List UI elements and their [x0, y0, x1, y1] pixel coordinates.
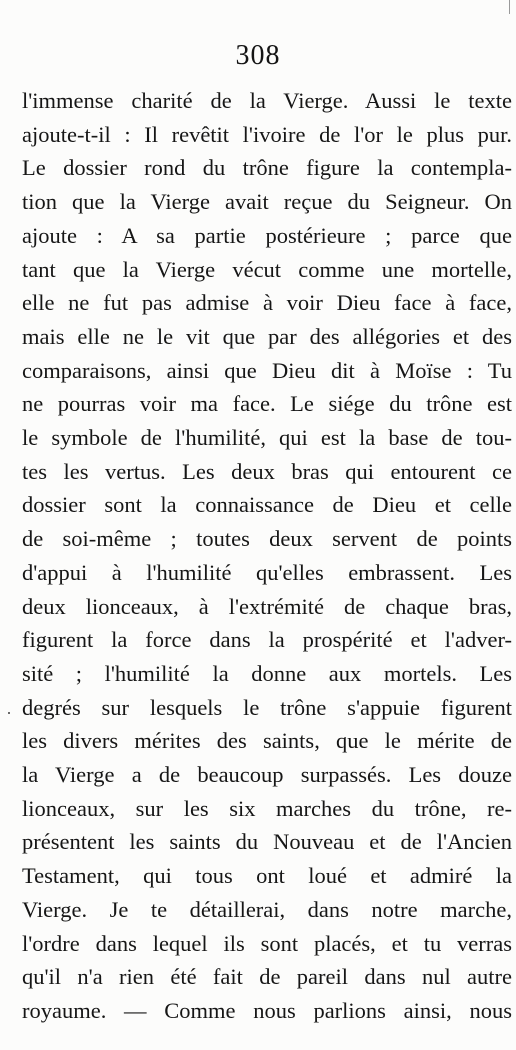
text-line: présentent les saints du Nouveau et de l'Ancien	[22, 829, 512, 855]
text-line: de soi-même ; toutes deux servent de points	[22, 526, 512, 552]
text-line: tion que la Vierge avait reçue du Seigneur. On	[22, 189, 512, 215]
paper-speck	[8, 712, 10, 714]
text-line: elle ne fut pas admise à voir Dieu face à face,	[22, 290, 512, 316]
text-line: la Vierge a de beaucoup surpassés. Les douze	[22, 762, 512, 788]
text-line: l'ordre dans lequel ils sont placés, et tu verras	[22, 930, 512, 956]
text-line: Le dossier rond du trône figure la contempla-	[22, 155, 512, 181]
text-line: degrés sur lesquels le trône s'appuie figurent	[22, 694, 512, 720]
text-line: tes les vertus. Les deux bras qui entourent ce	[22, 458, 512, 484]
text-line: comparaisons, ainsi que Dieu dit à Moïse : Tu	[22, 357, 512, 383]
text-line: Testament, qui tous ont loué et admiré la	[22, 863, 512, 889]
text-line: les divers mérites des saints, que le mérite de	[22, 728, 512, 754]
text-line: l'immense charité de la Vierge. Aussi le texte	[22, 88, 512, 113]
text-line: qu'il n'a rien été fait de pareil dans nul autre	[22, 964, 512, 990]
text-line: mais elle ne le vit que par des allégories et des	[22, 323, 512, 349]
text-line: figurent la force dans la prospérité et l'adver-	[22, 627, 512, 653]
text-line: deux lionceaux, à l'extrémité de chaque bras,	[22, 593, 512, 619]
text-line: ajoute-t-il : Il revêtit l'ivoire de l'or le plus pur.	[22, 121, 512, 147]
text-line: tant que la Vierge vécut comme une mortelle,	[22, 256, 512, 282]
text-line: royaume. — Comme nous parlions ainsi, nous	[22, 997, 512, 1023]
text-line: le symbole de l'humilité, qui est la base de tou-	[22, 425, 512, 451]
text-line: d'appui à l'humilité qu'elles embrassent. Les	[22, 559, 512, 585]
text-line: ne pourras voir ma face. Le siége du trône est	[22, 391, 512, 417]
text-line: dossier sont la connaissance de Dieu et celle	[22, 492, 512, 518]
text-line: Vierge. Je te détaillerai, dans notre marche,	[22, 896, 512, 922]
page-edge-mark	[509, 0, 510, 14]
text-line: ajoute : A sa partie postérieure ; parce que	[22, 222, 512, 248]
text-line: lionceaux, sur les six marches du trône, re-	[22, 795, 512, 821]
page-number: 308	[235, 40, 281, 71]
text-line: sité ; l'humilité la donne aux mortels. Les	[22, 660, 512, 686]
body-text	[22, 84, 512, 1028]
